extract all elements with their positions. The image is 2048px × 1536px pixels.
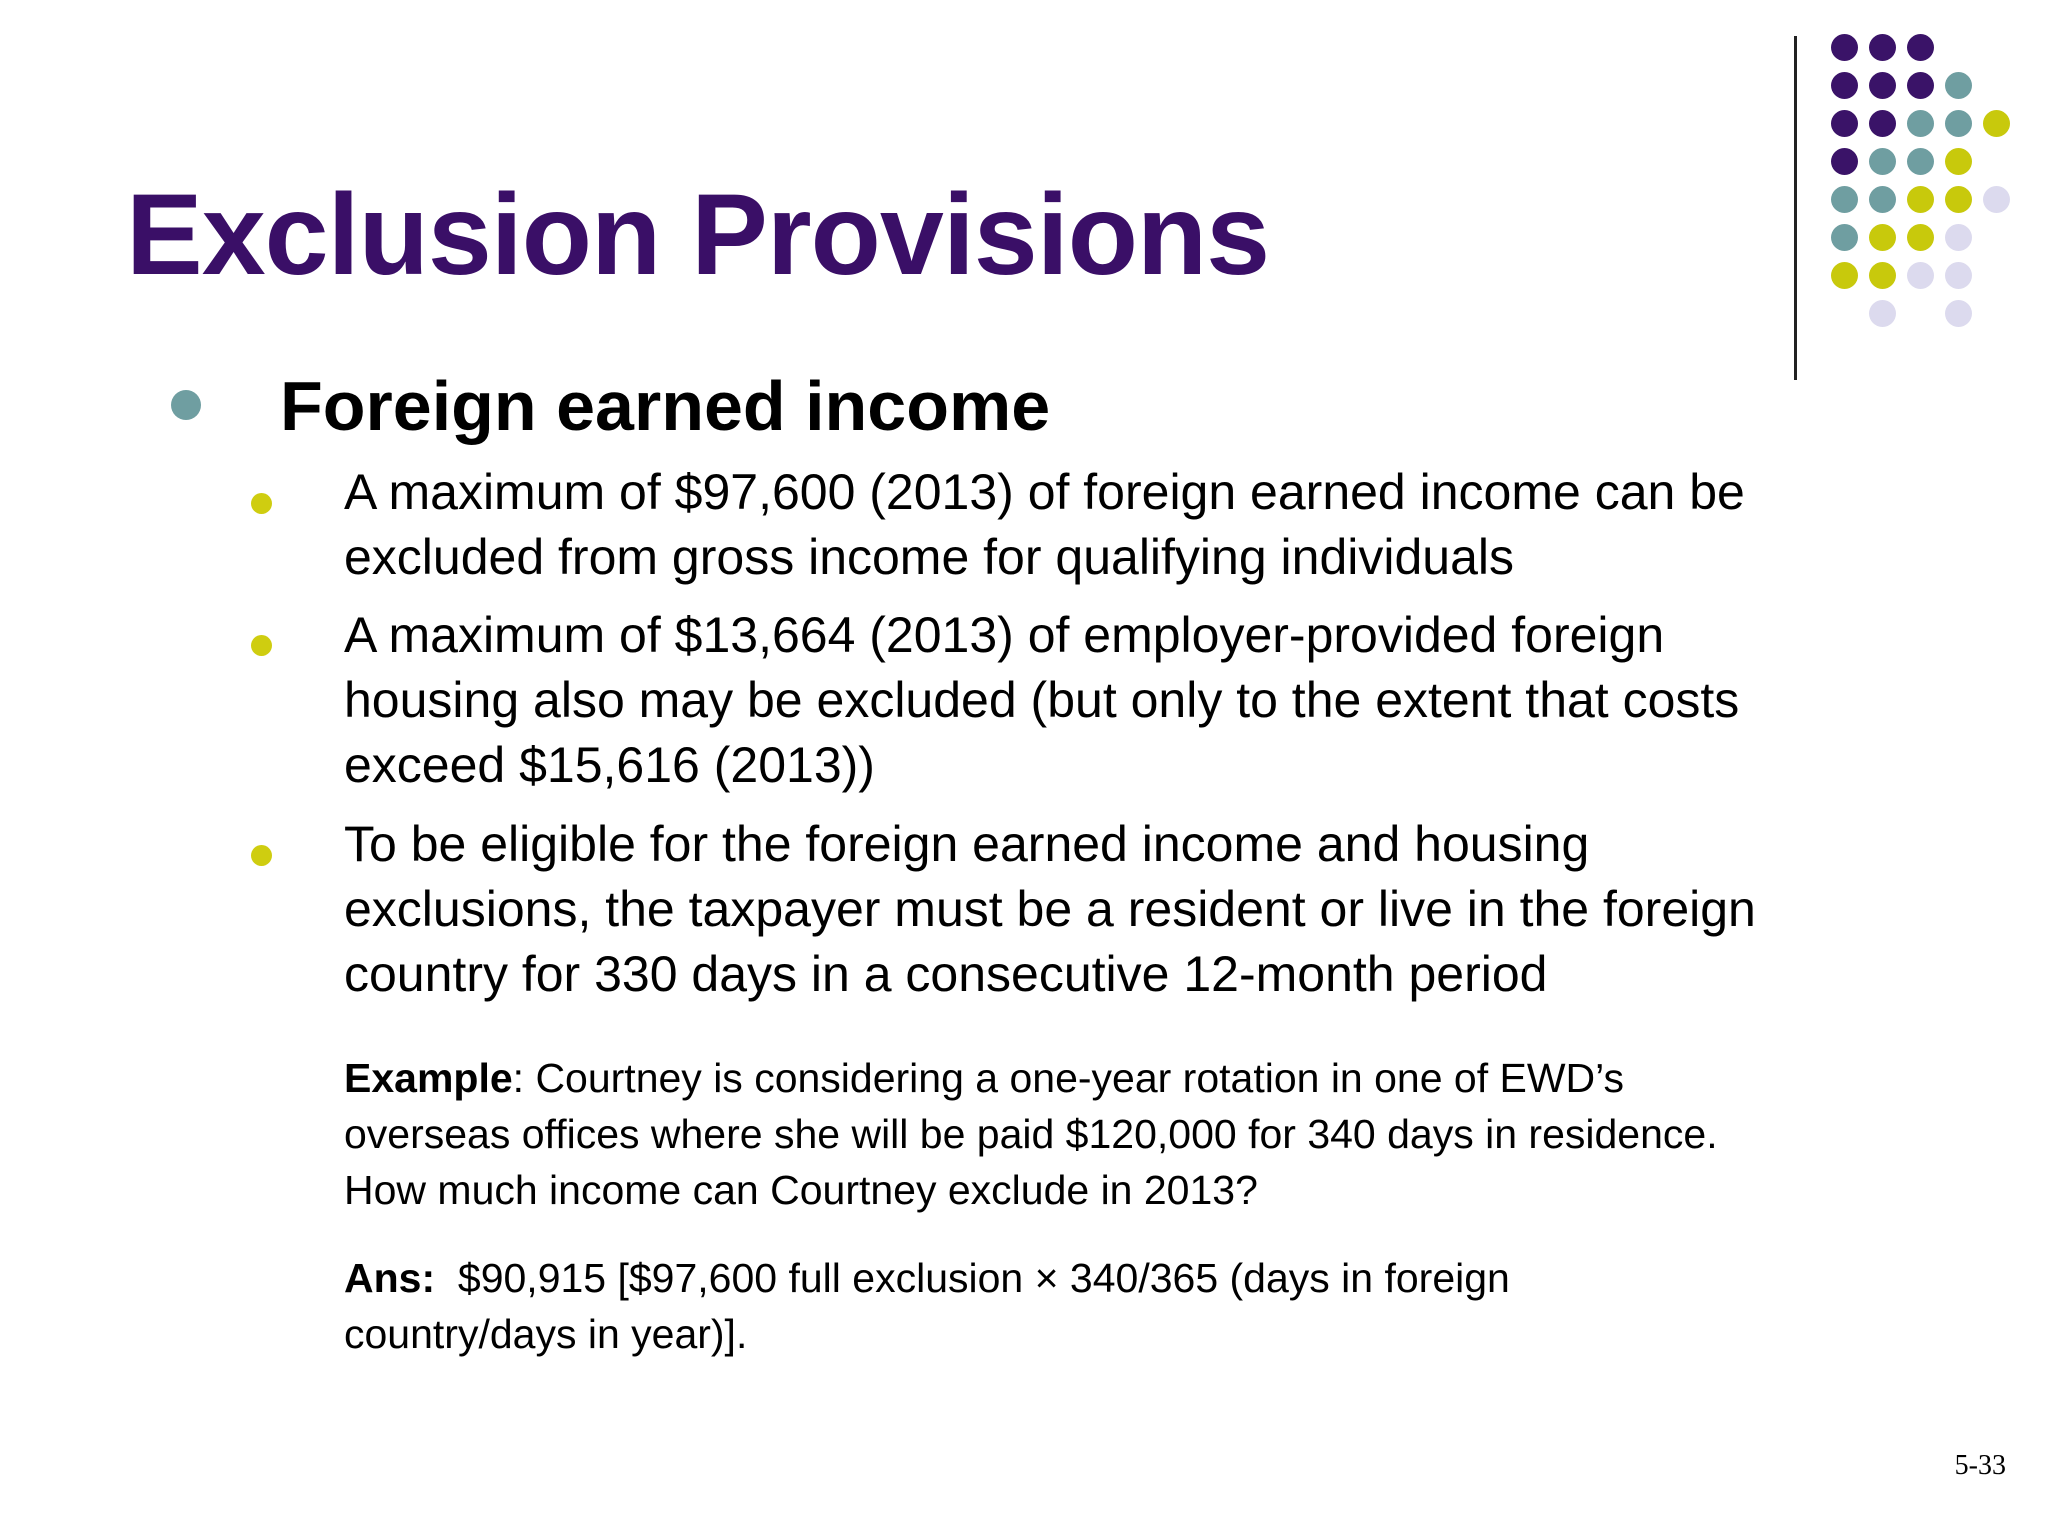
decorative-dot — [1945, 110, 1972, 137]
decorative-dot — [1869, 148, 1896, 175]
bullet-foreign-earned-income: Foreign earned income — [280, 367, 1051, 445]
bullet-dot-icon — [171, 390, 201, 420]
text-line: : Courtney is considering a one-year rotation in one of EWD’s — [512, 1055, 1625, 1101]
page-number: 5-33 — [1954, 1450, 2006, 1481]
decorative-dot — [1869, 34, 1896, 61]
text-line: To be eligible for the foreign earned income and housing — [344, 816, 1590, 872]
text-line: excluded from gross income for qualifying individuals — [344, 529, 1515, 585]
text-line: country/days in year)]. — [344, 1311, 748, 1357]
decorative-dot — [1869, 300, 1896, 327]
decorative-dot — [1831, 148, 1858, 175]
sub-bullet-dot-icon — [251, 845, 272, 866]
sub-bullet-housing-exclusion — [344, 603, 1904, 798]
decorative-dot — [1869, 262, 1896, 289]
decorative-dot — [1831, 186, 1858, 213]
decorative-dot — [1907, 72, 1934, 99]
decorative-dot — [1831, 72, 1858, 99]
sub-bullet-max-exclusion — [344, 460, 1904, 590]
text-line: A maximum of $13,664 (2013) of employer-provided foreign — [344, 607, 1665, 663]
text-line: housing also may be excluded (but only to the extent that costs — [344, 672, 1740, 728]
decorative-dot — [1945, 186, 1972, 213]
decorative-dot — [1907, 110, 1934, 137]
title-divider-line — [1794, 36, 1797, 380]
text-line: exceed $15,616 (2013)) — [344, 737, 875, 793]
answer-block — [344, 1250, 1904, 1362]
decorative-dot — [1831, 34, 1858, 61]
decorative-dot — [1945, 300, 1972, 327]
decorative-dot — [1945, 72, 1972, 99]
example-label: Example — [344, 1055, 513, 1101]
decorative-dot — [1869, 224, 1896, 251]
decorative-dot — [1907, 34, 1934, 61]
decorative-dot — [1983, 110, 2010, 137]
text-line: overseas offices where she will be paid $120,000 for 340 days in residence. — [344, 1111, 1718, 1157]
decorative-dot — [1907, 148, 1934, 175]
decorative-dot — [1869, 186, 1896, 213]
text-line: exclusions, the taxpayer must be a resident or live in the foreign — [344, 881, 1756, 937]
example-block — [344, 1050, 1904, 1218]
sub-bullet-eligibility — [344, 812, 1904, 1007]
sub-bullet-dot-icon — [251, 493, 272, 514]
decorative-dot — [1945, 262, 1972, 289]
decorative-dot — [1907, 224, 1934, 251]
decorative-dot — [1983, 186, 2010, 213]
text-line: country for 330 days in a consecutive 12-month period — [344, 946, 1548, 1002]
decorative-dot — [1907, 262, 1934, 289]
decorative-dot — [1869, 72, 1896, 99]
decorative-dot — [1831, 262, 1858, 289]
decorative-dot — [1945, 224, 1972, 251]
decorative-dot — [1869, 110, 1896, 137]
decorative-dot — [1831, 110, 1858, 137]
answer-label: Ans: — [344, 1255, 436, 1301]
text-line: How much income can Courtney exclude in 2013? — [344, 1167, 1258, 1213]
decorative-dot — [1831, 224, 1858, 251]
text-line: A maximum of $97,600 (2013) of foreign earned income can be — [344, 464, 1745, 520]
decorative-dot — [1907, 186, 1934, 213]
decorative-dot — [1945, 148, 1972, 175]
slide-title: Exclusion Provisions — [126, 171, 1270, 299]
text-line: $90,915 [$97,600 full exclusion × 340/365 (days in foreign — [435, 1255, 1510, 1301]
sub-bullet-dot-icon — [251, 635, 272, 656]
